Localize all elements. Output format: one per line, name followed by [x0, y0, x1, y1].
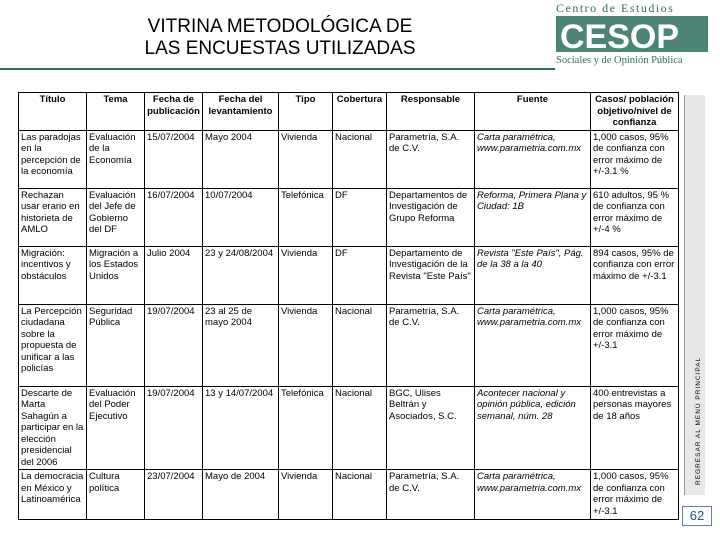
- cell-tema: Evaluación del Poder Ejecutivo: [87, 386, 145, 470]
- header-responsable: Responsable: [387, 93, 475, 131]
- cell-tipo: Telefónica: [279, 188, 333, 246]
- logo-line-2: Sociales y de Opinión Pública: [556, 55, 683, 66]
- cell-titulo: Las paradojas en la percepción de la economía: [19, 130, 87, 188]
- header-cobertura: Cobertura: [333, 93, 387, 131]
- cell-casos: 400 entrevistas a personas mayores de 18 años: [591, 386, 679, 470]
- cell-fuente: Carta paramétrica, www.parametria.com.mx: [475, 470, 591, 520]
- cell-cobertura: Nacional: [333, 304, 387, 386]
- page-number: 62: [682, 506, 712, 526]
- cell-fecha-publicacion: 15/07/2004: [145, 130, 203, 188]
- cell-cobertura: Nacional: [333, 386, 387, 470]
- cell-responsable: Departamentos de Investigación de Grupo Reforma: [387, 188, 475, 246]
- cell-tipo: Vivienda: [279, 304, 333, 386]
- cell-cobertura: Nacional: [333, 130, 387, 188]
- cell-fuente: Carta paramétrica, www.parametria.com.mx: [475, 304, 591, 386]
- cell-fecha-levantamiento: 23 y 24/08/2004: [203, 246, 279, 304]
- logo-line-1: Centro de Estudios: [556, 1, 675, 15]
- header-fecha-publicacion: Fecha de publicación: [145, 93, 203, 131]
- table-row: [19, 304, 679, 386]
- return-to-main-menu-label: REGRESAR AL MENÚ PRINCIPAL: [695, 356, 702, 485]
- cell-cobertura: Nacional: [333, 470, 387, 520]
- cell-tipo: Vivienda: [279, 470, 333, 520]
- cell-fecha-levantamiento: 23 al 25 de mayo 2004: [203, 304, 279, 386]
- table-row: [19, 386, 679, 470]
- cell-titulo: La democracia en México y Latinoamérica: [19, 470, 87, 520]
- cell-titulo: La Percepción ciudadana sobre la propuesta de unificar a las policías: [19, 304, 87, 386]
- table-header-row: [19, 93, 679, 131]
- cell-casos: 610 adultos, 95 % de confianza con error máximo de +/-4 %: [591, 188, 679, 246]
- header-titulo: Título: [19, 93, 87, 131]
- cell-tema: Evaluación de la Economía: [87, 130, 145, 188]
- cell-responsable: Parametría, S.A. de C.V.: [387, 470, 475, 520]
- cell-fecha-publicacion: 19/07/2004: [145, 386, 203, 470]
- cell-tema: Seguridad Pública: [87, 304, 145, 386]
- header-tema: Tema: [87, 93, 145, 131]
- cell-fecha-publicacion: 16/07/2004: [145, 188, 203, 246]
- cell-fuente: Acontecer nacional y opinión pública, edición semanal, núm. 28: [475, 386, 591, 470]
- cell-fecha-publicacion: 19/07/2004: [145, 304, 203, 386]
- cell-titulo: Descarte de Marta Sahagún a participar en la elección presidencial del 2006: [19, 386, 87, 470]
- cell-cobertura: DF: [333, 188, 387, 246]
- cell-fuente: Revista "Este País", Pág. de la 38 a la 40: [475, 246, 591, 304]
- title-line-2: LAS ENCUESTAS UTILIZADAS: [144, 38, 416, 59]
- cell-responsable: Parametría, S.A. de C.V.: [387, 130, 475, 188]
- cell-cobertura: DF: [333, 246, 387, 304]
- cell-tema: Cultura política: [87, 470, 145, 520]
- header-fecha-levantamiento: Fecha del levantamiento: [203, 93, 279, 131]
- surveys-table: [18, 92, 679, 520]
- cell-responsable: Parametría, S.A. de C.V.: [387, 304, 475, 386]
- cell-fuente: Reforma, Primera Plana y Ciudad: 1B: [475, 188, 591, 246]
- cell-casos: 1,000 casos, 95% de confianza con error máximo de +/-3.1 %: [591, 130, 679, 188]
- cell-fecha-publicacion: 23/07/2004: [145, 470, 203, 520]
- cell-fecha-levantamiento: 13 y 14/07/2004: [203, 386, 279, 470]
- return-to-main-menu-button[interactable]: [684, 95, 705, 495]
- cell-fecha-levantamiento: Mayo de 2004: [203, 470, 279, 520]
- header-divider: [0, 68, 555, 70]
- cell-tipo: Telefónica: [279, 386, 333, 470]
- page-title: [110, 16, 450, 60]
- header-casos: Casos/ población objetivo/nivel de confianza: [591, 93, 679, 131]
- cesop-logo: [548, 0, 718, 68]
- cell-tipo: Vivienda: [279, 130, 333, 188]
- cell-titulo: Migración: incentivos y obstáculos: [19, 246, 87, 304]
- cell-casos: 1,000 casos, 95% de confianza con error máximo de +/-3.1: [591, 304, 679, 386]
- cell-fecha-levantamiento: Mayo 2004: [203, 130, 279, 188]
- logo-brand: CESOP: [560, 18, 680, 56]
- table-row: [19, 470, 679, 520]
- table-row: [19, 130, 679, 188]
- table-row: [19, 188, 679, 246]
- cell-responsable: Departamento de Investigación de la Revista "Este País": [387, 246, 475, 304]
- cell-fuente: Carta paramétrica, www.parametria.com.mx: [475, 130, 591, 188]
- cell-casos: 894 casos, 95% de confianza con error máximo de +/-3.1: [591, 246, 679, 304]
- cell-responsable: BGC, Ulises Beltrán y Asociados, S.C.: [387, 386, 475, 470]
- title-line-1: VITRINA METODOLÓGICA DE: [147, 16, 413, 37]
- cell-tipo: Vivienda: [279, 246, 333, 304]
- cell-fecha-levantamiento: 10/07/2004: [203, 188, 279, 246]
- header-tipo: Tipo: [279, 93, 333, 131]
- header-fuente: Fuente: [475, 93, 591, 131]
- cell-tema: Migración a los Estados Unidos: [87, 246, 145, 304]
- table-row: [19, 246, 679, 304]
- cell-casos: 1,000 casos, 95% de confianza con error máximo de +/-3.1: [591, 470, 679, 520]
- cell-tema: Evaluación del Jefe de Gobierno del DF: [87, 188, 145, 246]
- cell-titulo: Rechazan usar erario en historieta de AMLO: [19, 188, 87, 246]
- cell-fecha-publicacion: Julio 2004: [145, 246, 203, 304]
